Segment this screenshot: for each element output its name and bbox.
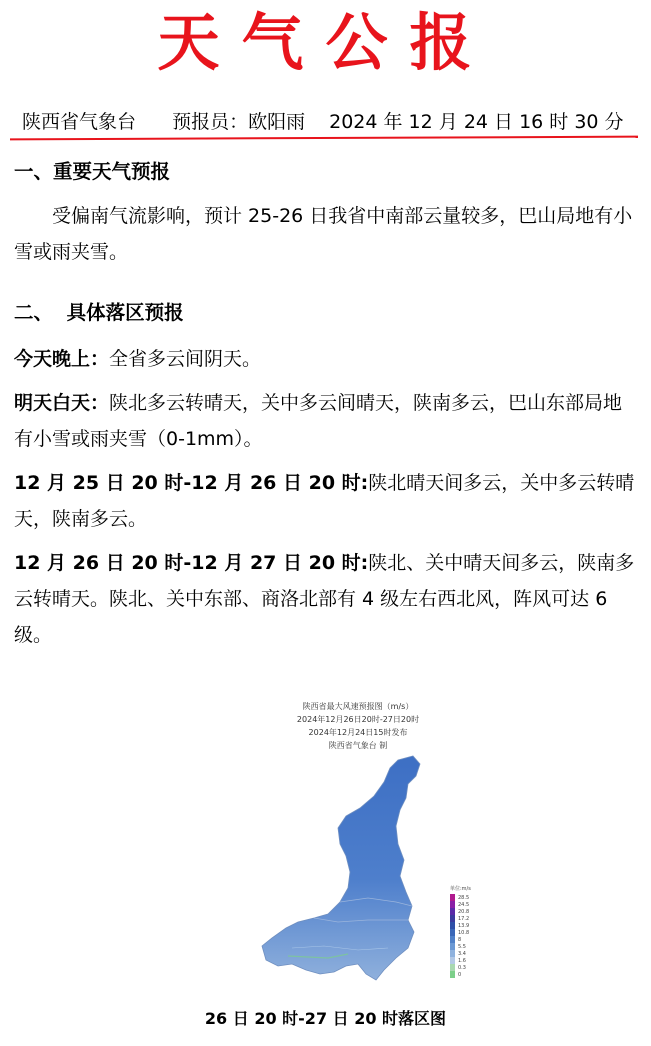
forecast-period: 今天晚上： [14,348,110,370]
province-shape [262,756,420,980]
shaanxi-province-map [228,752,488,987]
section-important [14,154,638,270]
forecast-item [14,545,638,653]
legend-swatch [450,901,455,908]
legend-swatch [450,936,455,943]
map-title-line: 2024年12月26日20时-27日20时 [296,715,420,724]
legend-swatch [450,957,455,964]
legend-value: 8 [458,937,462,943]
legend-swatch [450,971,455,978]
legend-swatch [450,894,455,901]
forecast-period: 明天白天： [14,392,110,414]
legend-value: 3.4 [458,951,466,957]
forecast-period: 12 月 25 日 20 时-12 月 26 日 20 时: [14,472,369,494]
map-title-line: 2024年12月24日15时发布 [308,728,408,737]
legend-swatch [450,915,455,922]
legend-value: 24.5 [458,902,470,908]
forecast-item [14,465,638,537]
forecast-text: 陕北多云转晴天，关中多云间晴天，陕南多云，巴山东部局地有小雪或雨夹雪（0-1mm）。 [14,392,623,450]
header-divider [10,136,638,141]
forecast-text: 全省多云间阴天。 [109,348,262,370]
legend-value: 17.2 [458,916,470,922]
legend-swatch [450,922,455,929]
legend-value: 1.6 [458,958,466,964]
section-body: 受偏南气流影响，预计 25-26 日我省中南部云量较多，巴山局地有小雪或雨夹雪。 [14,205,633,263]
issue-datetime: 2024 年 12 月 24 日 16 时 30 分 [329,111,624,133]
legend-value: 5.5 [458,944,466,950]
legend-swatch [450,964,455,971]
legend-value: 13.9 [458,923,470,929]
legend-swatch [450,929,455,936]
map-title-line: 陕西省气象台 制 [328,741,388,750]
legend-value: 28.5 [458,895,470,901]
section-heading: 二、 具体落区预报 [14,301,184,324]
legend-value: 0.3 [458,965,466,971]
forecast-text: 陕北、关中晴天间多云，陕南多云转晴天。陕北、关中东部、商洛北部有 4 级左右西北风，阵风可达 6 级。 [14,552,635,646]
legend-unit: 单位:m/s [450,886,471,892]
map-title-line: 陕西省最大风速预报图（m/s） [302,702,414,711]
map-caption: 26 日 20 时-27 日 20 时落区图 [204,1009,447,1028]
bulletin-title: 天气公报 [157,6,494,79]
forecast-period: 12 月 26 日 20 时-12 月 27 日 20 时: [14,552,369,574]
wind-forecast-map [228,700,488,990]
forecaster-name: 预报员：欧阳雨 [172,111,306,133]
legend-value: 10.8 [458,930,470,936]
map-legend [450,885,471,978]
bulletin-header [14,108,638,136]
legend-swatch [450,943,455,950]
legend-value: 0 [458,972,462,978]
legend-swatch [450,908,455,915]
section-areas [14,295,638,653]
forecast-text: 陕北晴天间多云，关中多云转晴天，陕南多云。 [14,472,635,530]
forecast-item [14,385,638,457]
legend-value: 20.8 [458,909,470,915]
forecast-item [14,341,638,377]
agency-name: 陕西省气象台 [22,111,137,133]
legend-swatch [450,950,455,957]
section-heading: 一、重要天气预报 [14,160,171,183]
